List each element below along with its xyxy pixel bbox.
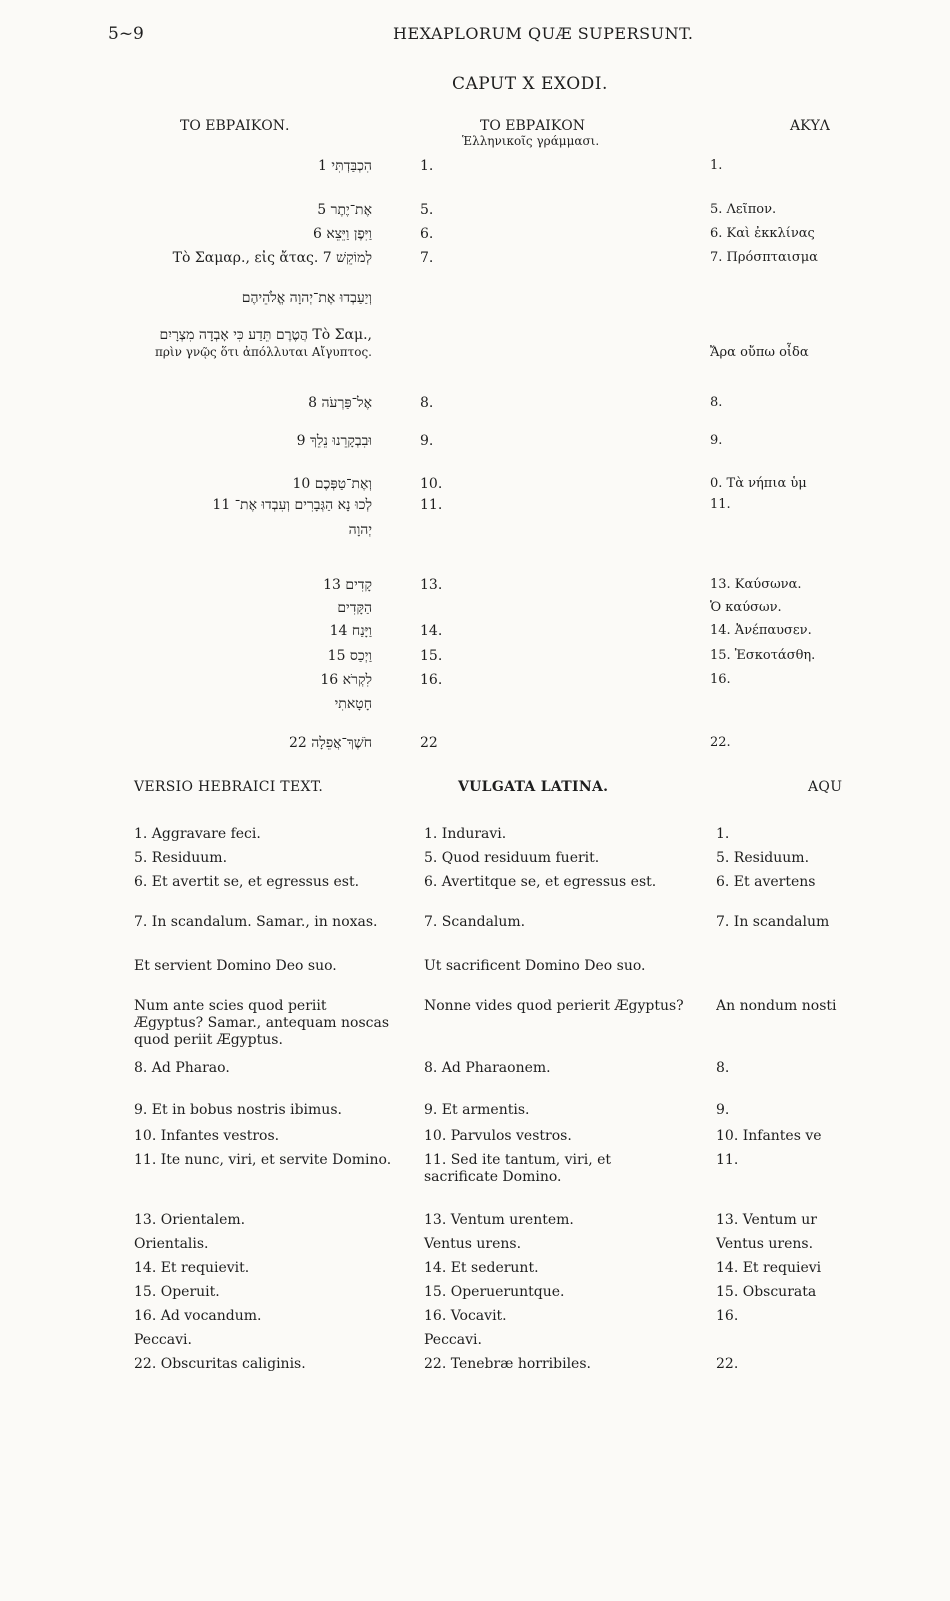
vulgata-latina-line: Peccavi. (424, 1332, 482, 1348)
vulgata-latina-line: Nonne vides quod perierit Ægyptus? (424, 998, 684, 1014)
aquila-latin-line: 9. (716, 1102, 730, 1118)
aquila-latin-line: 11. (716, 1152, 739, 1168)
hebrew-text: הַקָּדִים (337, 600, 372, 616)
column-title-hebrew: ΤΟ ΕΒΡΑΙΚΟΝ. (180, 118, 290, 134)
aquila-latin-line: 6. Et avertens (716, 874, 816, 890)
vulgata-latina-line: 13. Ventum urentem. (424, 1212, 574, 1228)
transliteration-verse: 8. (420, 395, 434, 411)
aquila-greek: 7. Πρόσπταισμα (710, 250, 818, 265)
aquila-latin-line: Ventus urens. (716, 1236, 814, 1252)
aquila-latin-line: 1. (716, 826, 730, 842)
transliteration-verse: 10. (420, 476, 443, 492)
hebrew-text: וַיָּנַח 14 (329, 623, 372, 639)
versio-hebraici-line: 16. Ad vocandum. (134, 1308, 262, 1324)
aquila-greek: Ὁ καύσων. (710, 600, 782, 615)
transliteration-verse: 15. (420, 648, 443, 664)
aquila-greek: 6. Καὶ ἐκκλίνας (710, 226, 815, 241)
transliteration-verse: 9. (420, 433, 434, 449)
versio-hebraici-line: Num ante scies quod periit Ægyptus? Samar., antequam noscas quod periit Ægyptus. (134, 998, 390, 1048)
transliteration-verse: 13. (420, 577, 443, 593)
vulgata-latina-line: 10. Parvulos vestros. (424, 1128, 572, 1144)
column-subtitle-greek-letters: Ἑλληνικοῖς γράμμασι. (462, 134, 600, 148)
aquila-latin-line: 13. Ventum ur (716, 1212, 817, 1228)
hebrew-text: יְהוָה (348, 522, 372, 538)
column-title-vulgata: VULGATA LATINA. (458, 779, 609, 795)
transliteration-verse: 11. (420, 497, 443, 513)
aquila-greek: 14. Ἀνέπαυσεν. (710, 623, 812, 638)
transliteration-verse: 14. (420, 623, 443, 639)
vulgata-latina-line: 15. Operueruntque. (424, 1284, 565, 1300)
hebrew-text: לְכוּ נָא הַגְּבָרִים וְעִבְדוּ אֶת־ 11 (212, 497, 372, 513)
transliteration-verse: 22 (420, 735, 438, 751)
versio-hebraici-line: 6. Et avertit se, et egressus est. (134, 874, 360, 890)
aquila-greek: 16. (710, 672, 731, 687)
hebrew-text: הֲטֶרֶם תֵּדַע כִּי אָבְדָה מִצְרָיִם Τὸ Σαμ., (159, 327, 372, 343)
aquila-latin-line: 15. Obscurata (716, 1284, 817, 1300)
transliteration-verse: 7. (420, 250, 434, 266)
transliteration-verse: 1. (420, 158, 434, 174)
aquila-greek: 5. Λεῖπον. (710, 202, 777, 217)
aquila-latin-line: 16. (716, 1308, 739, 1324)
hebrew-text: חֹשֶׁךְ־אֲפֵלָה 22 (288, 735, 372, 751)
versio-hebraici-line: 5. Residuum. (134, 850, 228, 866)
transliteration-verse: 5. (420, 202, 434, 218)
aquila-latin-line: 10. Infantes ve (716, 1128, 822, 1144)
hebrew-text: וְיַעַבְדוּ אֶת־יְהוָה אֱלֹהֵיהֶם (241, 290, 372, 306)
chapter-caption: CAPUT X EXODI. (452, 74, 608, 94)
page-number: 5~9 (108, 24, 144, 44)
hebrew-text: הִכְבַּדְתִּי 1 (318, 158, 372, 174)
versio-hebraici-line: 22. Obscuritas caliginis. (134, 1356, 306, 1372)
vulgata-latina-line: 22. Tenebræ horribiles. (424, 1356, 591, 1372)
vulgata-latina-line: 5. Quod residuum fuerit. (424, 850, 600, 866)
hebrew-text: קָדִים 13 (323, 577, 372, 593)
aquila-latin-line: 7. In scandalum (716, 914, 830, 930)
versio-hebraici-line: 15. Operuit. (134, 1284, 220, 1300)
vulgata-latina-line: Ventus urens. (424, 1236, 522, 1252)
vulgata-latina-line: 16. Vocavit. (424, 1308, 507, 1324)
aquila-greek: 8. (710, 395, 723, 410)
aquila-latin-line: 8. (716, 1060, 730, 1076)
aquila-greek: 15. Ἐσκοτάσθη. (710, 648, 816, 663)
versio-hebraici-line: 14. Et requievit. (134, 1260, 250, 1276)
versio-hebraici-line: Et servient Domino Deo suo. (134, 958, 337, 974)
aquila-greek: 13. Καύσωνα. (710, 577, 802, 592)
aquila-latin-line: 22. (716, 1356, 739, 1372)
column-title-hebrew-greek-letters: ΤΟ ΕΒΡΑΙΚΟΝ (480, 118, 586, 134)
versio-hebraici-line: 11. Ite nunc, viri, et servite Domino. (134, 1152, 392, 1168)
aquila-latin-line: 14. Et requievi (716, 1260, 822, 1276)
versio-hebraici-line: 10. Infantes vestros. (134, 1128, 280, 1144)
hebrew-text: Τὸ Σαμαρ., εἰς ἄτας. לְמוֹקֵשׁ 7 (172, 250, 372, 266)
vulgata-latina-line: 8. Ad Pharaonem. (424, 1060, 551, 1076)
transliteration-verse: 6. (420, 226, 434, 242)
aquila-latin-line: 5. Residuum. (716, 850, 810, 866)
aquila-greek: 0. Τὰ νήπια ὑμ (710, 476, 807, 491)
hebrew-text: וַיִּפֶן וַיֵּצֵא 6 (313, 226, 372, 242)
column-title-aquila: ΑΚΥΛ (790, 118, 830, 134)
versio-hebraici-line: 9. Et in bobus nostris ibimus. (134, 1102, 342, 1118)
versio-hebraici-line: 1. Aggravare feci. (134, 826, 261, 842)
column-title-versio: VERSIO HEBRAICI TEXT. (134, 779, 324, 795)
aquila-greek: 1. (710, 158, 723, 173)
column-title-aquila-latin: AQU (808, 779, 843, 795)
vulgata-latina-line: 7. Scandalum. (424, 914, 526, 930)
versio-hebraici-line: 7. In scandalum. Samar., in noxas. (134, 914, 378, 930)
hebrew-text: πρὶν γνῷς ὅτι ἀπόλλυται Αἴγυπτος. (154, 345, 372, 359)
aquila-greek: 11. (710, 497, 731, 512)
vulgata-latina-line: 6. Avertitque se, et egressus est. (424, 874, 657, 890)
vulgata-latina-line: 11. Sed ite tantum, viri, et sacrificate Domino. (424, 1152, 612, 1185)
vulgata-latina-line: 14. Et sederunt. (424, 1260, 539, 1276)
versio-hebraici-line: Peccavi. (134, 1332, 192, 1348)
hebrew-text: וּבִבְקָרֵנוּ נֵלֵךְ 9 (296, 433, 372, 449)
aquila-latin-line: An nondum nosti (716, 998, 837, 1014)
vulgata-latina-line: Ut sacrificent Domino Deo suo. (424, 958, 646, 974)
hebrew-text: אֶל־פַּרְעֹה 8 (308, 395, 372, 411)
hebrew-text: וְאֶת־טַפְּכֶם 10 (292, 476, 372, 492)
hebrew-text: חָטָאתִי (334, 696, 372, 712)
aquila-greek: Ἄρα οὔπω οἶδα (710, 345, 809, 360)
aquila-greek: 22. (710, 735, 731, 750)
hebrew-text: אֶת־יֶתֶר 5 (317, 202, 372, 218)
aquila-greek: 9. (710, 433, 723, 448)
hebrew-text: לִקְרֹא 16 (320, 672, 372, 688)
hebrew-text: וַיְכַס 15 (327, 648, 372, 664)
versio-hebraici-line: Orientalis. (134, 1236, 209, 1252)
transliteration-verse: 16. (420, 672, 443, 688)
running-title: HEXAPLORUM QUÆ SUPERSUNT. (393, 24, 694, 43)
vulgata-latina-line: 9. Et armentis. (424, 1102, 530, 1118)
vulgata-latina-line: 1. Induravi. (424, 826, 507, 842)
versio-hebraici-line: 13. Orientalem. (134, 1212, 246, 1228)
versio-hebraici-line: 8. Ad Pharao. (134, 1060, 230, 1076)
